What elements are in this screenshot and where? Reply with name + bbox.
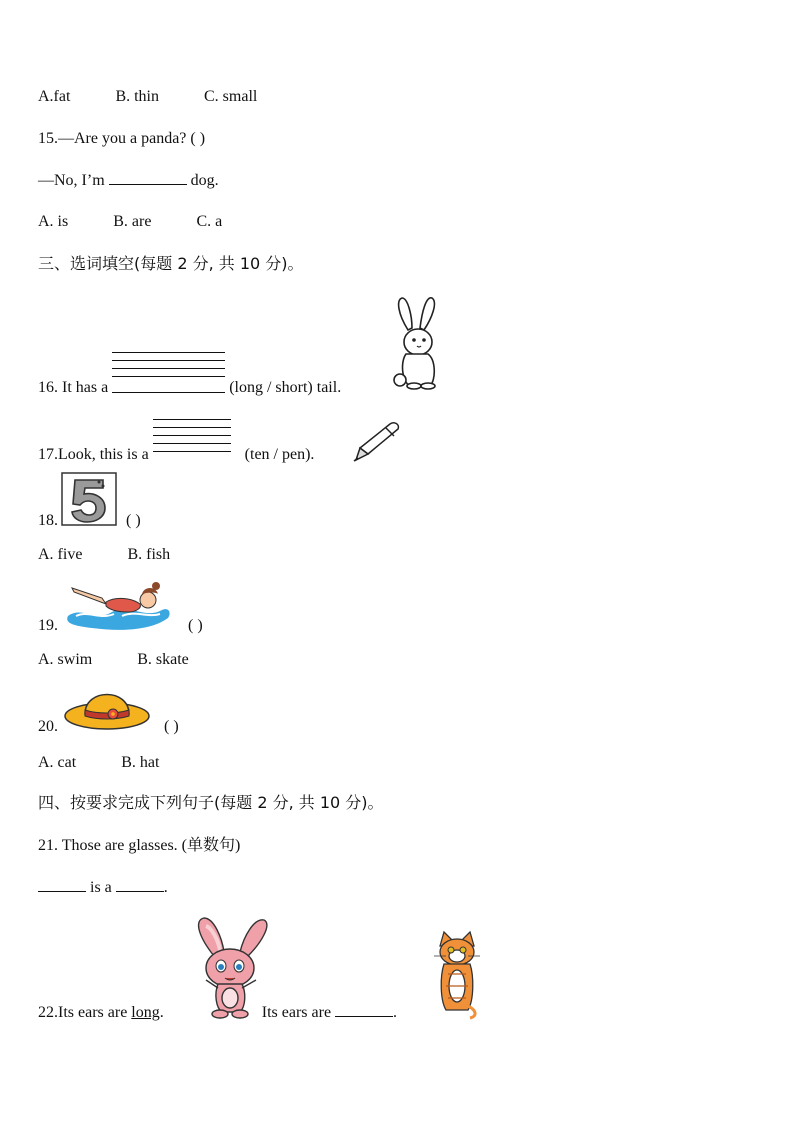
option-a: A. five	[38, 546, 83, 563]
answer-paren[interactable]: ( )	[188, 617, 203, 634]
option-b: B. thin	[115, 88, 159, 105]
q16-line	[38, 378, 341, 398]
rabbit-sketch-icon	[388, 296, 444, 392]
option-b: B. fish	[127, 546, 171, 563]
q22-pre: 22.Its ears are	[38, 1004, 128, 1021]
cartoon-rabbit-icon	[192, 916, 272, 1020]
q17-post: (ten / pen).	[244, 446, 315, 463]
q19-number: 19.	[38, 617, 58, 634]
q22-second: Its ears are	[261, 1004, 332, 1021]
answer-blank[interactable]	[112, 378, 225, 392]
q21-mid: is a	[90, 879, 112, 896]
option-a: A. is	[38, 213, 69, 230]
q15-answer-pre: —No, I’m	[38, 172, 105, 189]
answer-blank[interactable]	[116, 877, 164, 892]
section-4-heading: 四、按要求完成下列句子(每题 2 分, 共 10 分)。	[38, 793, 384, 812]
q22-end: .	[393, 1004, 398, 1021]
section-3-heading: 三、选词填空(每题 2 分, 共 10 分)。	[38, 254, 304, 273]
answer-paren[interactable]: ( )	[164, 718, 179, 735]
q15-answer-line	[38, 170, 219, 191]
answer-blank[interactable]	[153, 445, 231, 459]
q16-pre: 16. It has a	[38, 379, 109, 396]
q20-options	[38, 753, 159, 773]
option-c: C. a	[196, 213, 223, 230]
q17-line	[38, 445, 314, 465]
option-a: A. cat	[38, 754, 77, 771]
q15-options	[38, 212, 222, 232]
option-b: B. are	[113, 213, 152, 230]
q22-underlined-word: long	[131, 1004, 160, 1021]
q14-options	[38, 87, 257, 107]
q21-stem: 21. Those are glasses. (单数句)	[38, 837, 241, 854]
number-five-icon	[61, 472, 117, 526]
option-b: B. hat	[121, 754, 160, 771]
option-b: B. skate	[137, 651, 189, 668]
hat-icon	[63, 680, 151, 732]
option-a: A.fat	[38, 88, 71, 105]
q18-options	[38, 545, 170, 565]
q21-end: .	[163, 879, 168, 896]
swimming-girl-icon	[62, 576, 174, 632]
q20-number: 20.	[38, 718, 58, 735]
cartoon-cat-icon	[432, 930, 482, 1020]
q15-answer-post: dog.	[190, 172, 219, 189]
q16-post: (long / short) tail.	[229, 379, 342, 396]
answer-blank[interactable]	[335, 1002, 393, 1017]
q21-answer-line	[38, 877, 168, 898]
option-a: A. swim	[38, 651, 93, 668]
answer-blank[interactable]	[109, 170, 187, 185]
option-c: C. small	[204, 88, 258, 105]
q15-stem: 15.—Are you a panda? ( )	[38, 130, 206, 147]
q17-pre: 17.Look, this is a	[38, 446, 149, 463]
q22-dot: .	[159, 1004, 164, 1021]
pen-icon	[350, 418, 404, 462]
q19-options	[38, 650, 189, 670]
answer-paren[interactable]: ( )	[126, 512, 141, 529]
answer-blank[interactable]	[38, 877, 86, 892]
q18-number: 18.	[38, 512, 58, 529]
